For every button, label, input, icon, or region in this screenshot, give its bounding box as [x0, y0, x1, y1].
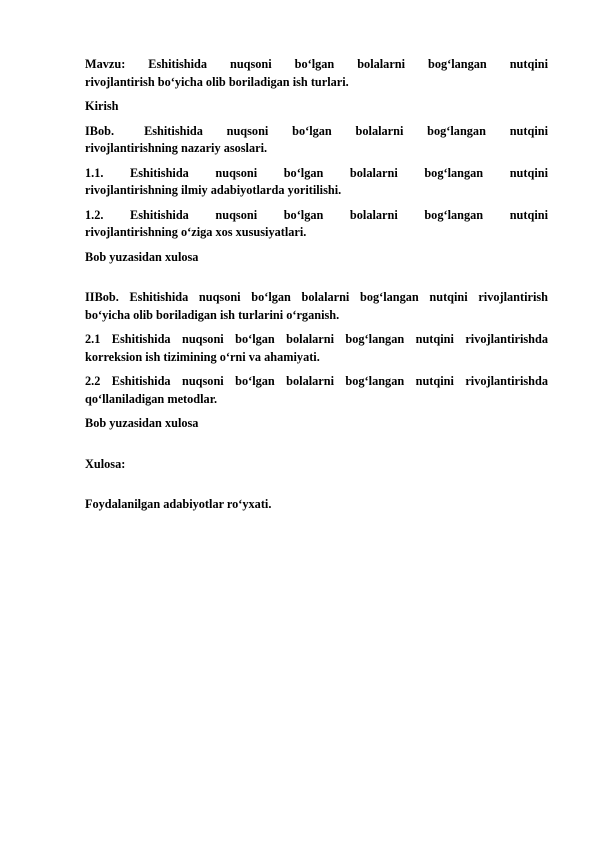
chapter-2-conclusion-entry: Bob yuzasidan xulosa — [85, 416, 199, 430]
chapter-2-line-1: IIBob. Eshitishida nuqsoni bo‘lgan bolalarni bog‘langan nutqini rivojlantirish — [85, 290, 548, 304]
chapter-1-conclusion-entry: Bob yuzasidan xulosa — [85, 249, 199, 264]
topic-line-2: rivojlantirish bo‘yicha olib boriladigan ish turlari. — [85, 74, 349, 89]
section-1-2-line-1: 1.2. Eshitishida nuqsoni bo‘lgan bolalarni bog‘langan nutqini — [85, 207, 548, 222]
section-1-2-entry — [85, 207, 548, 242]
references-entry: Foydalanilgan adabiyotlar ro‘yxati. — [85, 497, 272, 511]
section-2-2-line-1: 2.2 Eshitishida nuqsoni bo‘lgan bolalarni bog‘langan nutqini rivojlantirishda — [85, 374, 548, 388]
topic-line-1: Mavzu: Eshitishida nuqsoni bo‘lgan bolalarni bog‘langan nutqini — [85, 57, 548, 71]
conclusion-entry: Xulosa: — [85, 456, 126, 471]
section-2-1-line-1: 2.1 Eshitishida nuqsoni bo‘lgan bolalarni bog‘langan nutqini rivojlantirishda — [85, 332, 548, 346]
chapter-1-label: IBob. — [85, 123, 115, 138]
chapter-1-line-1 — [85, 123, 548, 141]
section-2-2-entry — [85, 373, 548, 408]
chapter-1-line-2: rivojlantirishning nazariy asoslari. — [85, 141, 268, 155]
topic-heading — [85, 56, 548, 91]
table-of-contents — [85, 56, 548, 521]
chapter-2-line-2: bo‘yicha olib boriladigan ish turlarini o‘rganish. — [85, 307, 340, 322]
section-2-1-line-2: korreksion ish tizimining o‘rni va ahamiyati. — [85, 349, 320, 364]
section-1-1-entry — [85, 165, 548, 200]
chapter-1-entry — [85, 123, 548, 158]
section-1-1-line-2: rivojlantirishning ilmiy adabiyotlarda yoritilishi. — [85, 183, 342, 197]
section-1-2-line-2: rivojlantirishning o‘ziga xos xususiyatlari. — [85, 225, 307, 239]
section-2-2-line-2: qo‘llaniladigan metodlar. — [85, 391, 218, 406]
section-2-1-entry — [85, 331, 548, 366]
chapter-2-entry — [85, 289, 548, 324]
introduction-entry: Kirish — [85, 99, 119, 113]
chapter-1-title: Eshitishida nuqsoni bo‘lgan bolalarni bog‘langan nutqini — [144, 123, 548, 138]
section-1-1-line-1: 1.1. Eshitishida nuqsoni bo‘lgan bolalarni bog‘langan nutqini — [85, 165, 548, 180]
